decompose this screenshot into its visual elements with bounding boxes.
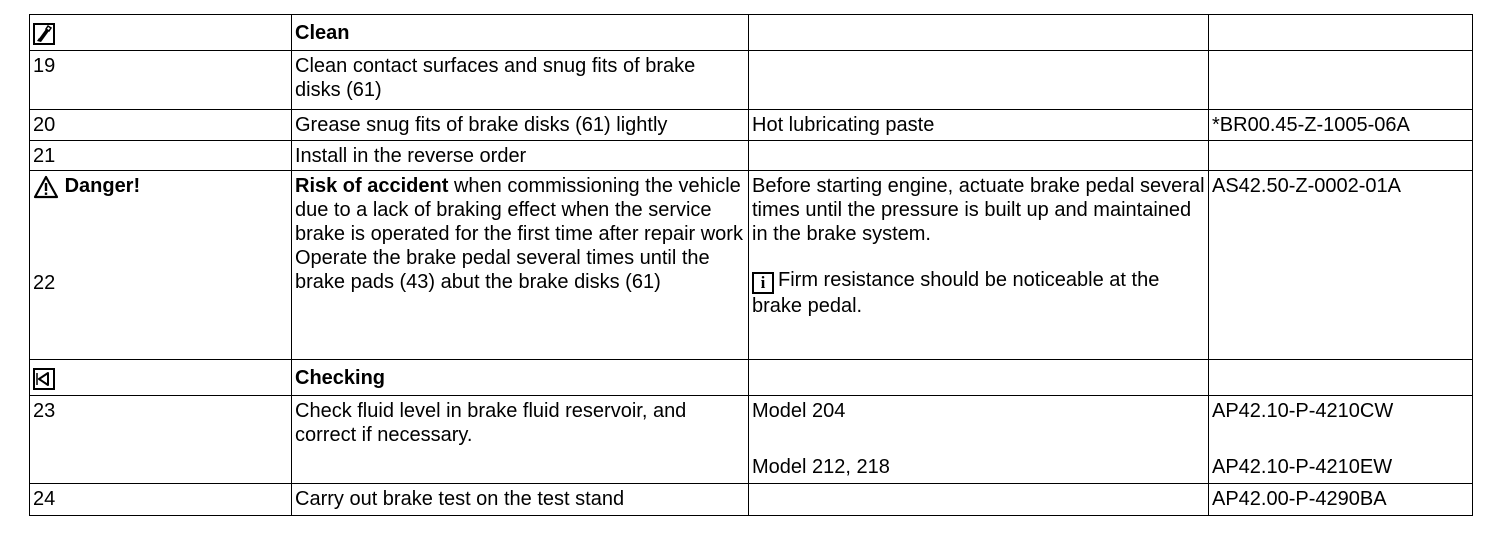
reference-link[interactable]: *BR00.45-Z-1005-06A [1212,114,1410,136]
step-text: Install in the reverse order [295,145,527,167]
danger-label: Danger! [64,175,141,197]
info-icon: i [752,272,774,294]
step-text: Carry out brake test on the test stand [295,488,625,510]
table-row [30,15,1473,51]
step-number: 23 [33,400,56,422]
model-label: Model 204 [752,400,846,422]
danger-notice [33,174,288,199]
procedure-table [29,14,1473,516]
reference-link[interactable]: AP42.10-P-4210EW [1212,456,1393,478]
table-row [30,484,1473,516]
step-text: Operate the brake pedal several times until the brake pads (43) abut the brake disks (61) [295,247,710,293]
model-label: Model 212, 218 [752,456,890,478]
table-row [30,110,1473,141]
step-number: 19 [33,55,56,77]
reference-link[interactable]: AP42.00-P-4290BA [1212,488,1387,510]
checking-section-icon [33,368,55,390]
step-number: 21 [33,145,56,167]
info-note: i Firm resistance should be noticeable at the brake pedal. [752,269,1160,317]
step-number: 24 [33,488,56,510]
danger-title: Risk of accident [295,175,449,197]
material-text: Hot lubricating paste [752,114,935,136]
clean-section-icon [33,23,55,45]
table-row [30,141,1473,171]
danger-text: Risk of accident when commissioning the vehicle due to a lack of braking effect when the service brake is operated for the first time after repair work [295,175,743,245]
table-row [30,171,1473,360]
table-row [30,396,1473,484]
step-number: 22 [33,271,56,294]
section-heading: Clean [295,22,350,44]
danger-note: Before starting engine, actuate brake pedal several times until the pressure is built up and maintained in the brake system. [752,175,1205,245]
step-text: Check fluid level in brake fluid reservoir, and correct if necessary. [295,400,687,446]
section-heading: Checking [295,367,386,389]
table-row [30,51,1473,110]
step-text: Clean contact surfaces and snug fits of brake disks (61) [295,55,696,101]
reference-link[interactable]: AP42.10-P-4210CW [1212,400,1394,422]
warning-triangle-icon [33,175,59,199]
reference-link[interactable]: AS42.50-Z-0002-01A [1212,175,1402,197]
table-row [30,360,1473,396]
step-number: 20 [33,114,56,136]
step-text: Grease snug fits of brake disks (61) lightly [295,114,668,136]
